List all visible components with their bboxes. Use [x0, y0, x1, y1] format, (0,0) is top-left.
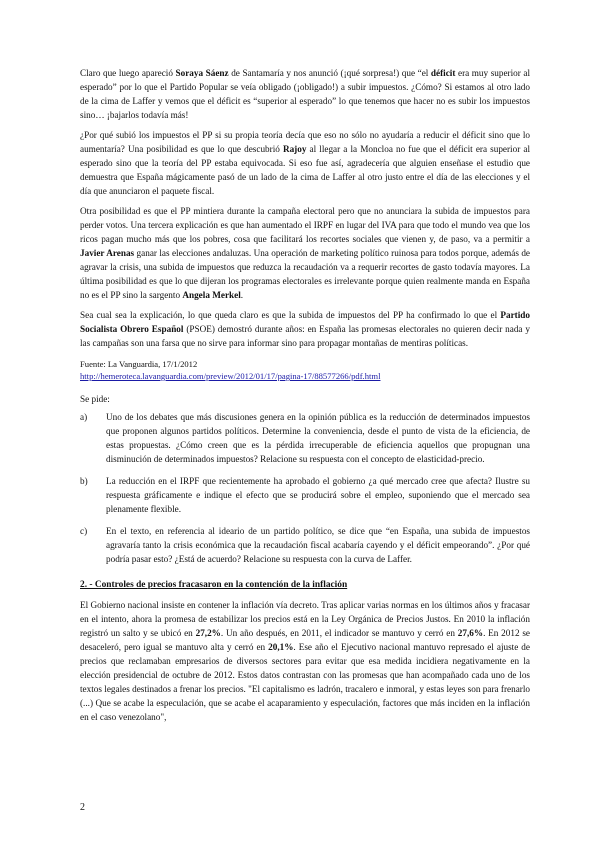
source-label: Fuente: La Vanguardia, 17/1/2012 [80, 359, 198, 369]
paragraph-3: Otra posibilidad es que el PP mintiera durante la campaña electoral pero que no anunciara la subida de impuestos para perder votos. Una tercera explicación es que han aumentado el IRPF en lugar del IVA para que todo el mundo vea que los ricos pagan mucho más que los pobres, cosa que facilitará los recortes sociales que vienen y, de paso, va a permitir a Javier Arenas ganar las elecciones andaluzas. Una operación de marketing político ruinosa para todos porque, además de agravar la crisis, una subida de impuestos que reduzca la recaudación va a requerir recortes de gasto todavía mayores. La última posibilidad es que lo que dijeran los programas electorales es irrelevante porque quien realmente manda en España no es el PP sino la sargento Angela Merkel. [80, 206, 530, 300]
question-text: En el texto, en referencia al ideario de un partido político, se dice que “en España, una subida de impuestos agravaría tanto la crisis económica que la recaudación fiscal acabaría cayendo y el déficit empeorando”. ¿Por qué podría pasar esto? ¿Está de acuerdo? Relacione su respuesta con la curva de Laffer. [106, 526, 530, 564]
question-label: c) [80, 526, 88, 536]
source-link[interactable]: http://hemeroteca.lavanguardia.com/preview/2012/01/17/pagina-17/88577266/pdf.html [80, 371, 381, 381]
question-list [80, 410, 530, 566]
page-number: 2 [80, 802, 85, 813]
question-c [80, 524, 530, 566]
paragraph-4: Sea cual sea la explicación, lo que queda claro es que la subida de impuestos del PP ha confirmado lo que el Partido Socialista Obrero Español (PSOE) demostró durante años: en España las promesas electorales no quieren decir nada y las campañas son una farsa que no sirve para informar sino para propagar montañas de mentiras políticas. [80, 310, 530, 348]
se-pide-label: Se pide: [80, 394, 110, 404]
section-2-paragraph: El Gobierno nacional insiste en contener la inflación vía decreto. Tras aplicar varias normas en los últimos años y fracasar en el intento, ahora la promesa de estabilizar los precios está en la Ley Orgánica de Precios Justos. En 2010 la inflación registró un salto y se ubicó en 27,2%. Un año después, en 2011, el indicador se mantuvo y cerró en 27,6%. En 2012 se desaceleró, pero igual se mantuvo alta y cerró en 20,1%. Ese año el Ejecutivo nacional mantuvo represado el ajuste de precios que reclamaban empresarios de diversos sectores para evitar que esa medida incidiera negativamente en la elección presidencial de octubre de 2012. Estos datos contrastan con las promesas que han acompañado cada uno de los textos legales destinados a frenar los precios. "El capitalismo es ladrón, tracalero e inmoral, y estas leyes son para frenarlo (...) Que se acabe la especulación, que se acabe el acaparamiento y especulación, factores que más inciden en la inflación en el caso venezolano", [80, 600, 531, 722]
question-b [80, 474, 530, 516]
question-label: b) [80, 476, 88, 486]
question-a [80, 410, 530, 466]
paragraph-2: ¿Por qué subió los impuestos el PP si su propia teoría decía que eso no sólo no ayudaría a reducir el déficit sino que lo aumentaría? Una posibilidad es que lo que descubrió Rajoy al llegar a la Moncloa no fue que el déficit era superior al esperado sino que la teoría del PP estaba equivocada. Si eso fue así, agradecería que alguien enseñase el estudio que demuestra que España mágicamente pasó de un lado de la cima de Laffer al otro justo entre el día de las elecciones y el día que anunciaron el paquete fiscal. [80, 130, 530, 196]
section-title: 2. - Controles de precios fracasaron en la contención de la inflación [80, 580, 348, 590]
document-page [80, 66, 530, 730]
question-text: Uno de los debates que más discusiones genera en la opinión pública es la reducción de determinados impuestos que proponen algunos partidos políticos. Determine la conveniencia, desde el punto de vista de la eficiencia, de estas propuestas. ¿Cómo creen que es la pérdida irrecuperable de eficiencia aquellos que propugnan una disminución de determinados impuestos? Relacione su respuesta con el concepto de elasticidad-precio. [106, 412, 530, 464]
question-text: La reducción en el IRPF que recientemente ha aprobado el gobierno ¿a qué mercado cree que afecta? Ilustre su respuesta gráficamente e indique el efecto que se producirá sobre el empleo, suponiendo que el mercado sea plenamente flexible. [106, 476, 530, 514]
question-label: a) [80, 412, 88, 422]
paragraph-1: Claro que luego apareció Soraya Sáenz de Santamaría y nos anunció (¡qué sorpresa!) que “el déficit era muy superior al esperado” por lo que el Partido Popular se veía obligado (¡obligado!) a subir impuestos. ¿Cómo? Si estamos al otro lado de la cima de Laffer y vemos que el déficit es “superior al esperado” lo que tenemos que hacer no es subir los impuestos sino… ¡bajarlos todavía más! [80, 68, 531, 120]
